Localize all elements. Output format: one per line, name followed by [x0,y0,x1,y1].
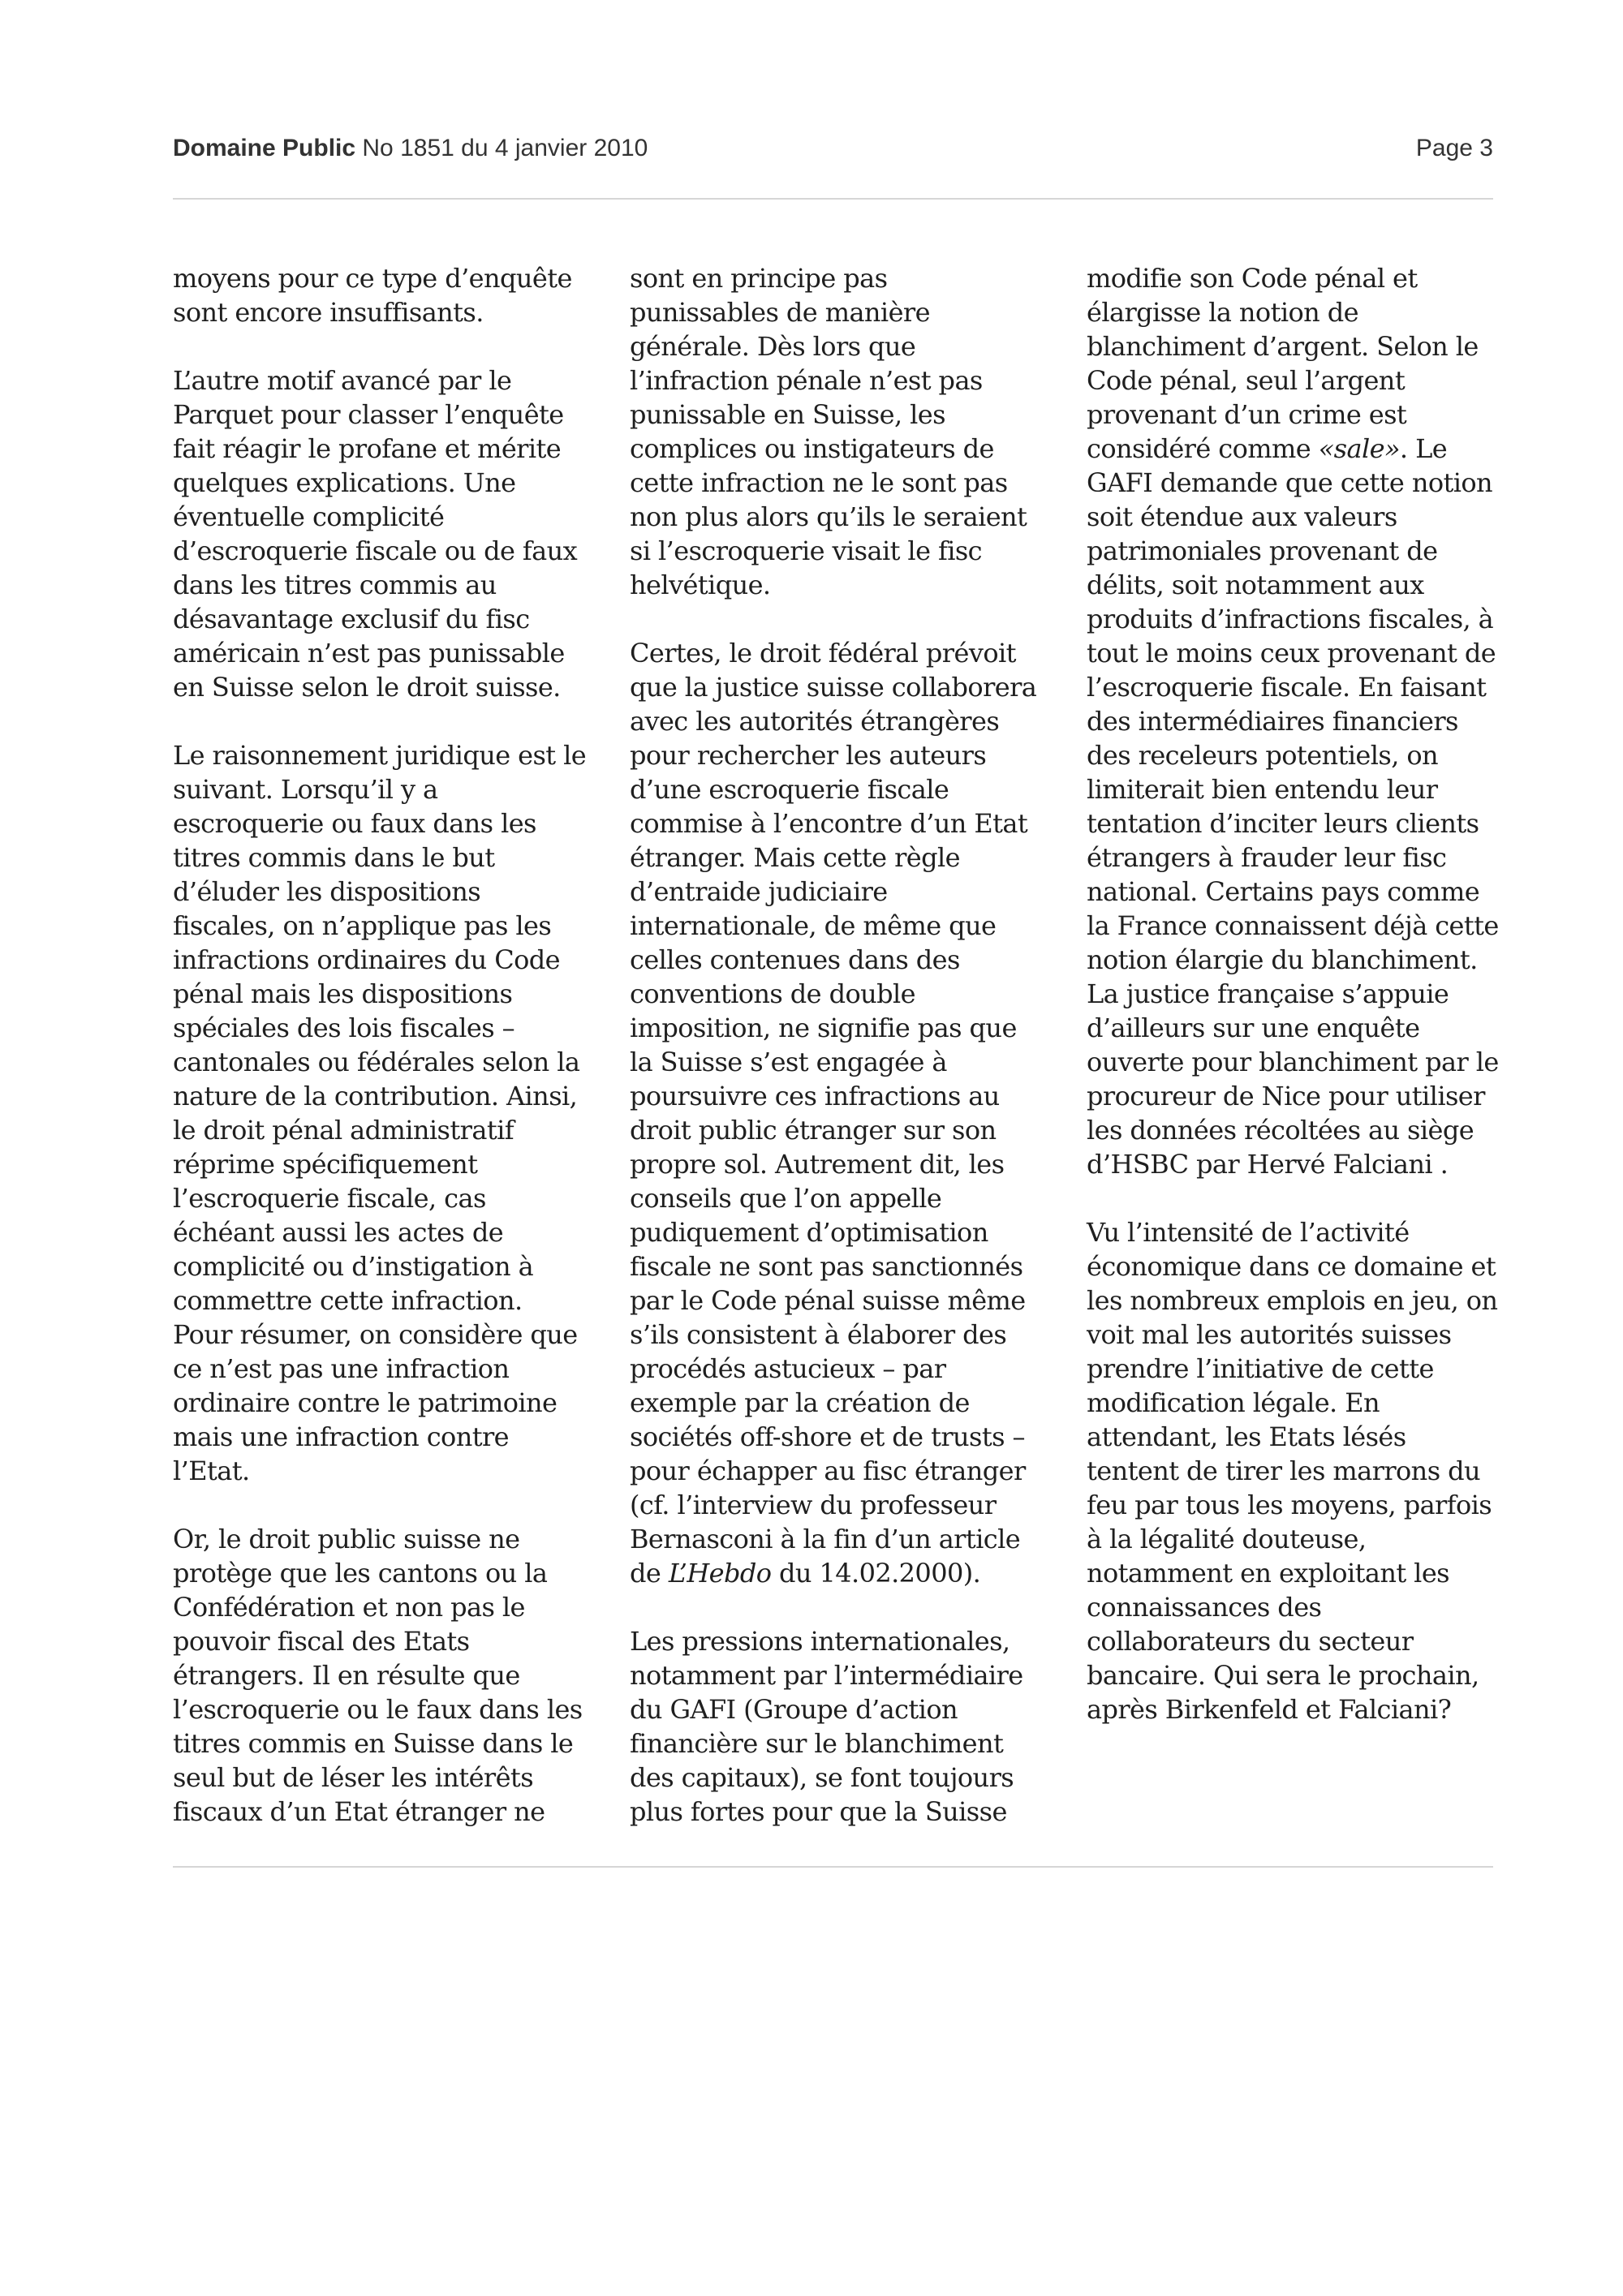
article-column-3 [1087,261,1500,1726]
page-number: Page 3 [1415,135,1493,161]
paragraph-text: modifie son Code pénal et élargisse la notion de blanchiment d’argent. Selon le Code pénal, seul l’argent provenant d’un crime est considéré comme [1087,263,1479,464]
article-column-1 [173,261,587,1829]
paragraph: Les pressions internationales, notamment par l’intermédiaire du GAFI (Groupe d’action financière sur le blanchiment des capitaux), se font toujours plus fortes pour que la Suisse [630,1626,1023,1827]
paragraph: sont en principe pas punissables de manière générale. Dès lors que l’infraction pénale n’est pas punissable en Suisse, les complices ou instigateurs de cette infraction ne le sont pas non plus alors qu’ils le seraient si l’escroquerie visait le fisc helvétique. [630,263,1027,600]
publication-citation: L’Hebdo [668,1558,772,1589]
footer-divider [173,1866,1493,1868]
citation-tail: du 14.02.2000). [771,1558,981,1589]
article-column-2 [630,261,1044,1829]
header-divider [173,198,1493,200]
paragraph: L’autre motif avancé par le Parquet pour classer l’enquête fait réagir le profane et mérite quelques explications. Une éventuelle complicité d’escroquerie fiscale ou de faux dans les titres commis au désavantage exclusif du fisc américain n’est pas punissable en Suisse selon le droit suisse. [173,365,578,703]
header-left [173,135,648,162]
paragraph: moyens pour ce type d’enquête sont encore insuffisants. [173,263,572,328]
paragraph: Le raisonnement juridique est le suivant. Lorsqu’il y a escroquerie ou faux dans les titres commis dans le but d’éluder les dispositions fiscales, on n’applique pas les infractions ordinaires du Code pénal mais les dispositions spéciales des lois fiscales – cantonales ou fédérales selon la nature de la contribution. Ainsi, le droit pénal administratif réprime spécifiquement l’escroquerie fiscale, cas échéant aussi les actes de complicité ou d’instigation à commettre cette infraction. Pour résumer, on considère que ce n’est pas une infraction ordinaire contre le patrimoine mais une infraction contre l’Etat. [173,740,587,1486]
paragraph: Or, le droit public suisse ne protège que les cantons ou la Confédération et non pas le pouvoir fiscal des Etats étrangers. Il en résulte que l’escroquerie ou le faux dans les titres commis en Suisse dans le seul but de léser les intérêts fiscaux d’un Etat étranger ne [173,1524,583,1827]
page-header [173,130,1493,169]
paragraph-tail: . Le GAFI demande que cette notion soit étendue aux valeurs patrimoniales provenant de délits, soit notamment aux produits d’infractions fiscales, à tout le moins ceux provenant de l’escroquerie fiscale. En faisant des intermédiaires financiers des receleurs potentiels, on limiterait bien entendu leur tentation d’inciter leurs clients étrangers à frauder leur fisc national. Certains pays comme la France connaissent déjà cette notion élargie du blanchiment. La justice française s’appuie d’ailleurs sur une enquête ouverte pour blanchiment par le procureur de Nice pour utiliser les données récoltées au siège d’HSBC par Hervé Falciani . [1087,433,1499,1180]
paragraph-with-quote [1087,261,1500,1181]
paragraph-with-citation [630,636,1044,1590]
paragraph-text: Certes, le droit fédéral prévoit que la justice suisse collaborera avec les autorités étrangères pour rechercher les auteurs d’une escroquerie fiscale commise à l’encontre d’un Etat étranger. Mais cette règle d’entraide judiciaire internationale, de même que celles contenues dans des conventions de double imposition, ne signifie pas que la Suisse s’est engagée à poursuivre ces infractions au droit public étranger sur son propre sol. Autrement dit, les conseils que l’on appelle pudiquement d’optimisation fiscale ne sont pas sanctionnés par le Code pénal suisse même s’ils consistent à élaborer des procédés astucieux – par exemple par la création de sociétés off-shore et de trusts – pour échapper au fisc étranger (cf. l’interview du professeur Bernasconi à la fin d’un article de [630,638,1037,1589]
quoted-term: «sale» [1318,433,1400,464]
publication-name: Domaine Public [173,135,356,161]
paragraph: Vu l’intensité de l’activité économique dans ce domaine et les nombreux emplois en jeu, on voit mal les autorités suisses prendre l’initiative de cette modification légale. En attendant, les Etats lésés tentent de tirer les marrons du feu par tous les moyens, parfois à la légalité douteuse, notamment en exploitant les connaissances des collaborateurs du secteur bancaire. Qui sera le prochain, après Birkenfeld et Falciani? [1087,1217,1498,1725]
issue-info: No 1851 du 4 janvier 2010 [362,135,648,161]
